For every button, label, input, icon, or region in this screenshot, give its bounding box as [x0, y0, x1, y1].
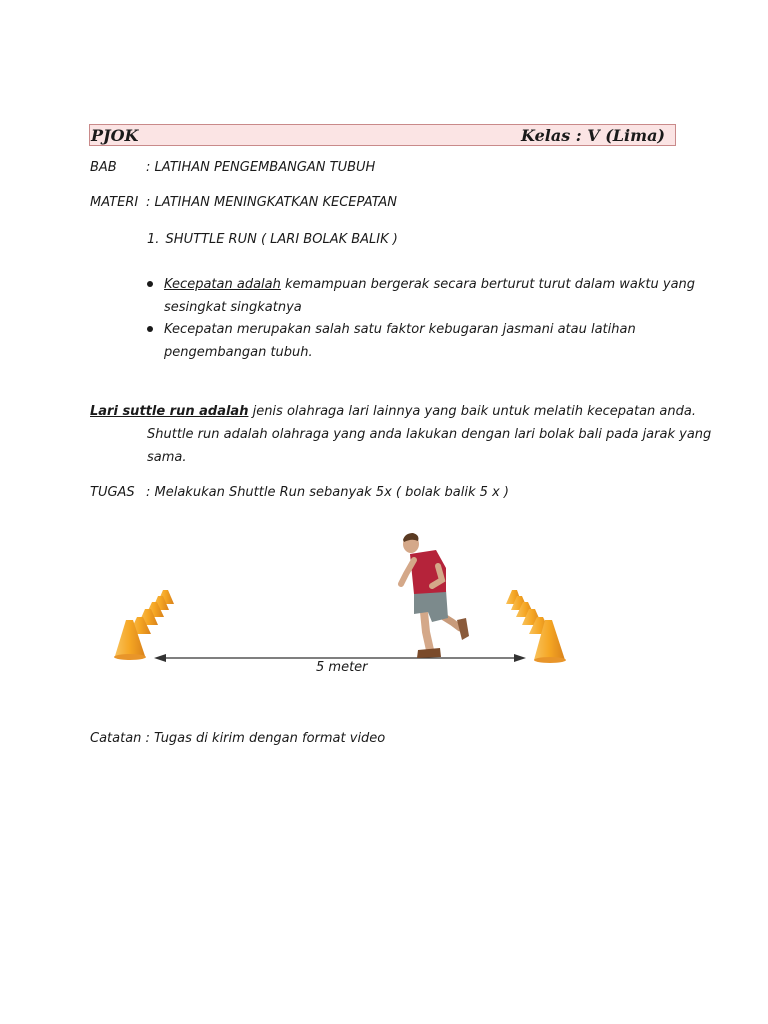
distance-label: 5 meter	[316, 660, 368, 675]
materi-label: MATERI	[90, 195, 139, 210]
bullet-1-text: kemampuan bergerak secara berturut turut dalam waktu yang	[280, 277, 696, 292]
bullet-1-term: Kecepatan adalah	[164, 277, 281, 292]
paragraph-line-2: Shuttle run adalah olahraga yang anda lakukan dengan lari bolak bali pada jarak yang	[147, 427, 712, 442]
bab-value: : LATIHAN PENGEMBANGAN TUBUH	[146, 160, 376, 175]
paragraph-lead: Lari suttle run adalah	[90, 404, 249, 419]
right-cones-icon	[506, 590, 566, 663]
materi-value: : LATIHAN MENINGKATKAN KECEPATAN	[146, 195, 398, 210]
tugas-label: TUGAS	[90, 485, 135, 500]
numbered-item-text: SHUTTLE RUN ( LARI BOLAK BALIK )	[165, 232, 398, 247]
bab-label: BAB	[90, 160, 117, 175]
paragraph-text-1: jenis olahraga lari lainnya yang baik untuk melatih kecepatan anda.	[248, 404, 696, 419]
bullet-1-line2: sesingkat singkatnya	[164, 300, 302, 315]
bullet-2-text: Kecepatan merupakan salah satu faktor kebugaran jasmani atau latihan	[164, 322, 636, 337]
runner-figure-icon	[401, 533, 469, 658]
catatan-note: Catatan : Tugas di kirim dengan format video	[90, 731, 386, 746]
tugas-value: : Melakukan Shuttle Run sebanyak 5x ( bolak balik 5 x )	[146, 485, 509, 500]
subject-title: PJOK	[91, 126, 139, 145]
left-cones-icon	[114, 590, 174, 660]
paragraph-line-3: sama.	[147, 450, 187, 465]
bullet-2-line2: pengembangan tubuh.	[164, 345, 313, 360]
numbered-item-number: 1.	[147, 232, 160, 247]
class-title: Kelas : V (Lima)	[521, 126, 665, 145]
